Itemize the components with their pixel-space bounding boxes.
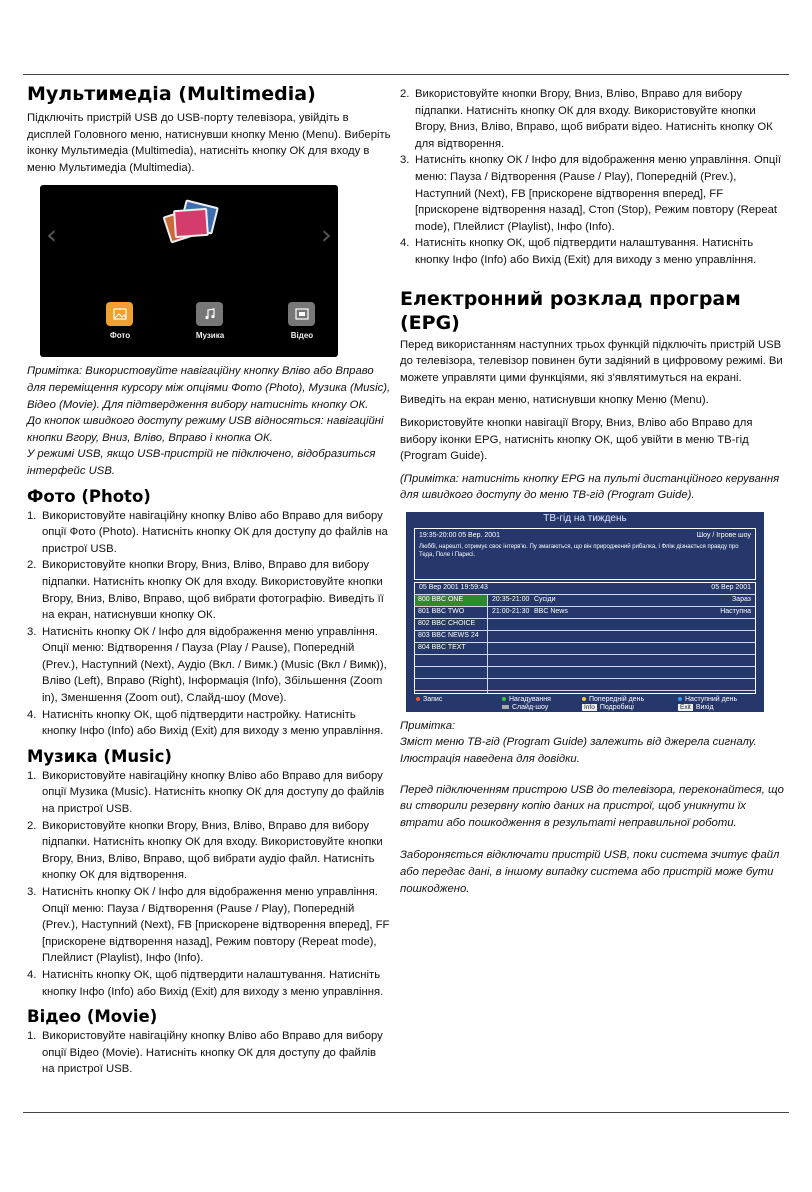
list-item: 2. Використовуйте кнопки Вгору, Вниз, Вліво, Вправо для вибору підпапки. Натисніть кнопку ОК для входу. Використовуйте кнопки Вгору, Вниз, Вліво, Вправо, щоб вибрати аудіо файл. Натисніть кнопку ОК для відтворення. [27, 819, 383, 882]
music-tile-label: Музика [195, 331, 225, 341]
list-item: 1. Використовуйте навігаційну кнопку Вліво або Вправо для вибору опції Фото (Photo). Натисніть кнопку ОК для доступу до файлів на пристрої USB. [27, 509, 388, 555]
movie-steps-part-1 [27, 1028, 391, 1078]
info-hint[interactable]: Info Подробиці [584, 703, 634, 711]
schedule-grid [414, 582, 756, 694]
prev-day-hint[interactable]: Попередній день [582, 696, 644, 703]
multimedia-intro: Підключіть пристрій USB до USB-порту телевізора, увійдіть в дисплей Головного меню, натиснувши кнопку Меню (Menu). Виберіть іконку Мультимедіа (Multimedia), натисніть кнопку ОК для входу в меню Мультимедіа (Multimedia). [27, 112, 391, 174]
event-time: 19:35-20:00 05 Вер. 2001 [419, 531, 500, 539]
event-genre: Шоу / Ігрове шоу [696, 531, 751, 539]
music-tile[interactable] [196, 302, 223, 326]
channel-row[interactable]: 800 BBC ONE [415, 595, 487, 607]
video-tile-label: Відео [290, 331, 314, 341]
photos-stack-icon [164, 199, 216, 245]
epg-heading: Електронний розклад програм (EPG) [400, 287, 741, 334]
next-day-hint[interactable]: Наступний день [678, 696, 737, 703]
epg-paragraph-3: Використовуйте кнопки навігації Вгору, Вниз, Вліво або Вправо для вибору іконки EPG, натисніть кнопку ОК, щоб увійти в меню ТВ-гід (Program Guide). [400, 416, 753, 463]
multimedia-heading: Мультимедіа (Multimedia) [27, 83, 316, 105]
top-rule [23, 74, 789, 75]
epg-clock: 05 Вер 2001 19:59:43 [419, 583, 488, 591]
list-item: 4. Натисніть кнопку ОК, щоб підтвердити налаштування. Натисніть кнопку Інфо (Info) або Вихід (Exit) для виходу з меню управління. [27, 968, 384, 998]
exit-hint[interactable]: Exit Вихід [680, 703, 714, 711]
programme-row[interactable]: 21:00-21:30 BBC News Наступна [488, 607, 755, 619]
list-item: 4. Натисніть кнопку ОК, щоб підтвердити настройку. Натисніть кнопку Інфо (Info) або Вихід (Exit) для виходу з меню управління. [27, 708, 384, 738]
epg-note-line-2: Ілюстрація наведена для довідки. [400, 753, 580, 766]
usb-disconnect-warning: Забороняється відключати пристрій USB, поки система зчитує файл або передає дані, в іншому випадку система або пристрій може бути пошкоджено. [400, 849, 780, 895]
multimedia-screen [40, 185, 338, 357]
chevron-right-icon: › [320, 218, 332, 252]
channel-row[interactable]: 803 BBC NEWS 24 [415, 631, 487, 643]
channel-row[interactable]: 801 BBC TWO [415, 607, 487, 619]
multimedia-note-1: Примітка: Використовуйте навігаційну кнопку Вліво або Вправо для переміщення курсору між опціями Фото (Photo), Музика (Music), Відео (Movie). Для підтвердження вибору натисніть кнопку ОК. [27, 365, 391, 411]
list-item: 4. Натисніть кнопку ОК, щоб підтвердити налаштування. Натисніть кнопку Інфо (Info) або Вихід (Exit) для виходу з меню управління. [400, 237, 757, 266]
channel-row[interactable]: 804 BBC TEXT [415, 643, 487, 655]
left-column [27, 82, 391, 1078]
grid-header [415, 583, 755, 595]
epg-footer [406, 696, 764, 712]
right-column [400, 86, 785, 897]
record-hint[interactable]: Запис [416, 696, 442, 703]
red-dot-icon [416, 697, 420, 701]
epg-paragraph-2: Виведіть на екран меню, натиснувши кнопку Меню (Menu). [400, 394, 709, 407]
music-steps [27, 768, 391, 1000]
exit-key: Exit [680, 703, 691, 711]
music-note-icon [203, 308, 217, 320]
list-item: 2. Використовуйте кнопки Вгору, Вниз, Вліво, Вправо для вибору підпапки. Натисніть кнопку ОК для входу. Використовуйте кнопки Вгору, Вниз, Вліво, Вправо, щоб вибрати фотографію. Виведіть її на екран, натиснувши кнопку ОК. [27, 559, 384, 622]
photo-heading: Фото (Photo) [27, 486, 151, 506]
usb-backup-warning: Перед підключенням пристрою USB до телевізора, переконайтеся, що ви створили резервну копію даних на пристрої, щоб уникнути їх втрати або пошкодження в результаті неправильної роботи. [400, 783, 784, 829]
music-heading: Музика (Music) [27, 746, 172, 766]
epg-note-title: Примітка: [400, 719, 456, 732]
epg-screen-title: ТВ-гід на тиждень [543, 512, 627, 524]
epg-date: 05 Вер 2001 [711, 583, 751, 591]
movie-steps-part-2 [400, 86, 785, 269]
list-item: 1. Використовуйте навігаційну кнопку Вліво або Вправо для вибору опції Відео (Movie). Натисніть кнопку ОК для доступу до файлів на пристрої USB. [27, 1030, 383, 1076]
slideshow-hint[interactable]: Слайд-шоу [502, 704, 548, 711]
channel-list [415, 595, 488, 693]
epg-note: (Примітка: натисніть кнопку EPG на пульті дистанційного керування для швидкого доступу до меню ТВ-гід (Program Guide). [400, 472, 780, 502]
epg-screen [406, 512, 764, 712]
event-info-panel [414, 528, 756, 580]
bottom-rule [23, 1112, 789, 1113]
programme-row[interactable]: 20:35-21:00 Сусіди Зараз [488, 595, 755, 607]
photo-steps [27, 508, 391, 740]
list-item: 2. Використовуйте кнопки Вгору, Вниз, Вліво, Вправо для вибору підпапки. Натисніть кнопку ОК для входу. Використовуйте кнопки Вгору, Вниз, Вліво, Вправо, щоб вибрати відео. Натисніть кнопку ОК для відтворення. [400, 88, 773, 150]
movie-heading: Відео (Movie) [27, 1007, 158, 1027]
epg-paragraph-1: Перед використанням наступних трьох функцій підключіть пристрій USB до телевізора, телевізор повинен бути задіяний в цифровому режимі. Ви можете управляти цими функціями, які з'являтимуться на екрані. [400, 338, 783, 384]
key-icon [502, 705, 509, 709]
remind-hint[interactable]: Нагадування [502, 696, 551, 703]
list-item: 3. Натисніть кнопку ОК / Інфо для відображення меню управління. Опції меню: Пауза / Відтворення (Pause / Play), Попередній (Prev.), Наступний (Next), FB [прискорене відтворення вперед], FF [прискорене відтворення назад], Режим повтору (Repeat mode), Плейлист (Playlist), Інфо (Info). [27, 886, 390, 965]
video-tile[interactable] [288, 302, 315, 326]
multimedia-note-3: У режимі USB, якщо USB-пристрій не підключено, відобразиться інтерфейс USB. [27, 448, 376, 477]
film-icon [295, 308, 309, 320]
image-icon [113, 308, 127, 320]
list-item: 1. Використовуйте навігаційну кнопку Вліво або Вправо для вибору опції Музика (Music). Натисніть кнопку ОК для доступу до файлів на пристрої USB. [27, 769, 385, 816]
channel-row[interactable]: 802 BBC CHOICE [415, 619, 487, 631]
multimedia-note-2: До кнопок швидкого доступу режиму USB відносяться: навігаційні кнопки Вгору, Вниз, Вліво, Вправо і кнопка ОК. [27, 415, 384, 444]
list-item: 3. Натисніть кнопку ОК / Інфо для відображення меню управління. Опції меню: Пауза / Відтворення (Pause / Play), Попередній (Prev.), Наступний (Next), FB [прискорене відтворення вперед], FF [прискорене відтворення назад], Стоп (Stop), Режим повтору (Repeat mode), Плейлист (Playlist), Інфо (Info). [400, 154, 781, 233]
chevron-left-icon: ‹ [46, 218, 58, 252]
event-description: Люббі, нарешті, отримує своє інтерв'ю. Пу змагаються, що він природжений рибалка, і Фліж дізнається правду про Теда, Поле і Парисі. [419, 543, 739, 558]
blue-dot-icon [678, 697, 682, 701]
green-dot-icon [502, 697, 506, 701]
photo-tile[interactable] [106, 302, 133, 326]
programme-list [488, 595, 755, 693]
list-item: 3. Натисніть кнопку ОК / Інфо для відображення меню управління. Опції меню: Відтворення / Пауза (Play / Pause), Попередній (Prev.), Наступний (Next), Аудіо (Вкл. / Вимк.) (Music (Вкл / Вимк)), Вліво (Left), Вправо (Right), Інформація (Info), Збільшення (Zoom in), Зменшення (Zoom out), Слайд-шоу (Move). [27, 625, 387, 705]
epg-note-line-1: Зміст меню ТВ-гід (Program Guide) залежить від джерела сигналу. [400, 736, 757, 749]
info-key: Info [584, 703, 595, 711]
photo-tile-label: Фото [109, 331, 131, 341]
yellow-dot-icon [582, 697, 586, 701]
